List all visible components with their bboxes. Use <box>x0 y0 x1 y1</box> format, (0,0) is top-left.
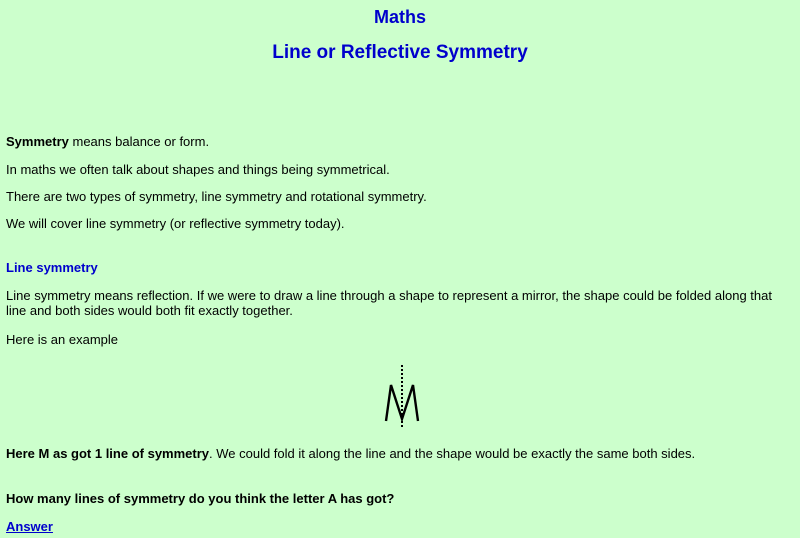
example-caption <box>6 446 794 461</box>
caption-bold: Here M as got 1 line of symmetry <box>6 446 210 461</box>
example-intro: Here is an example <box>6 332 118 347</box>
letter-m-symmetry-line-icon <box>380 364 424 428</box>
symmetry-definition: means balance or form. <box>68 134 210 149</box>
page-subject: Maths <box>373 7 426 27</box>
answer-link[interactable]: Answer <box>6 519 53 534</box>
line-symmetry-heading: Line symmetry <box>6 260 98 275</box>
intro-paragraph-3: There are two types of symmetry, line symmetry and rotational symmetry. <box>6 189 427 204</box>
question-text: How many lines of symmetry do you think the letter A has got? <box>6 491 395 506</box>
answer-row <box>6 519 794 534</box>
line-symmetry-definition: Line symmetry means reflection. If we were to draw a line through a shape to represent a mirror, the shape could be folded along that line and both sides would both fit exactly together. <box>6 288 772 318</box>
intro-paragraph-1 <box>6 134 794 149</box>
symmetry-term: Symmetry <box>6 134 69 149</box>
page-title: Line or Reflective Symmetry <box>272 42 528 63</box>
intro-paragraph-2: In maths we often talk about shapes and things being symmetrical. <box>6 162 390 177</box>
caption-rest: . We could fold it along the line and the shape would be exactly the same both sides. <box>209 446 696 461</box>
intro-paragraph-4: We will cover line symmetry (or reflective symmetry today). <box>6 216 345 231</box>
